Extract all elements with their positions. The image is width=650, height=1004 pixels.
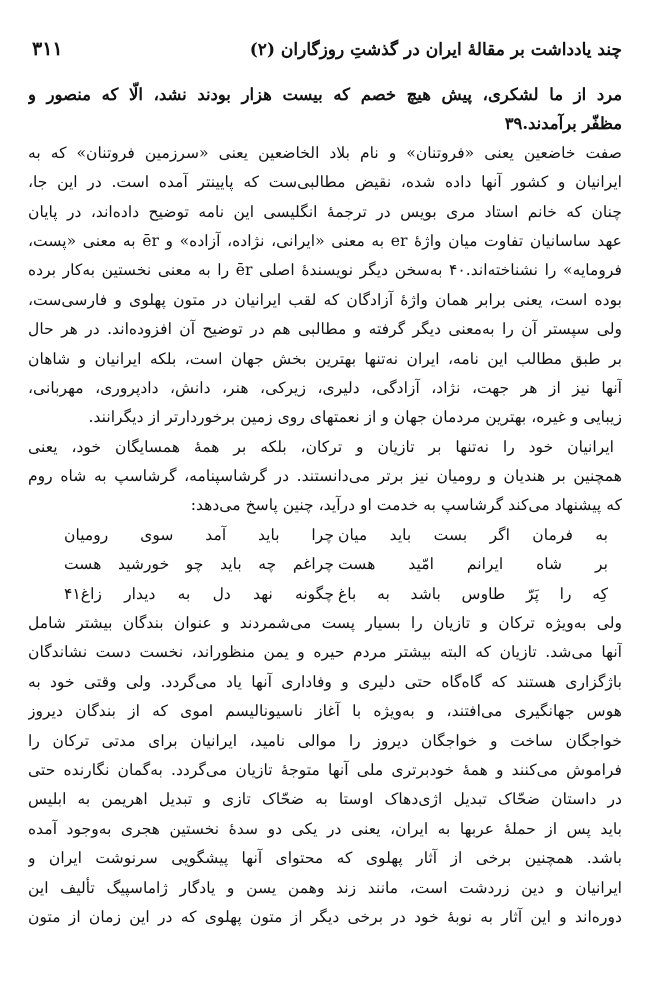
text-line: هوس جهانگیری می‌افتند، و به‌ویژه با آغاز ناسیونالیسم اموی که از بندگان دیروز bbox=[28, 702, 622, 721]
paragraph-3 bbox=[28, 609, 622, 932]
paragraph-1 bbox=[28, 139, 622, 433]
text-line: باژگزاری هستند که گاه‌گاه حتی دلیری و وفاداری آنها یاد می‌گردد. ولی وقتی خود به bbox=[28, 672, 622, 691]
text-line: زیبایی و غیره، بهترین مردمان جهان و از نعمتهای روی زمین برخوردارتر از دیگرانند. bbox=[88, 408, 622, 427]
text-line: ایرانیان و کشور آنها داده شده، نقیض مطالبی‌ست که پایینتر آمده است. در این جا، bbox=[28, 173, 622, 192]
text-line: صفت خاضعین یعنی «فروتنان» و نام بلاد الخاضعین یعنی «سرزمین فروتنان» که به bbox=[28, 143, 622, 162]
poem-verses bbox=[28, 521, 622, 609]
text-line: فراموش می‌کنند و همهٔ خودبرتری ملی آنها متوجهٔ تازیان می‌گردد. به‌گمان نگارنده حتی bbox=[28, 760, 622, 779]
page-header bbox=[32, 34, 622, 64]
text-line: عهد ساسانیان تفاوت میان واژهٔ er به معنی «ایرانی، نژاده، آزاده» و ēr به معنی «پست، bbox=[28, 231, 622, 250]
text-line: مرد از ما لشکری، پیش هیچ خصم که بیست هزار بودند نشد، الّا که منصور و bbox=[28, 85, 622, 104]
text-line: باشد. همچنین برخی از آثار پهلوی که محتوای آنها پیشگویی سرنوشت ایران و bbox=[28, 849, 622, 868]
body-text bbox=[28, 80, 622, 932]
text-line: ولی سپستر آن را به‌معنی دیگر گرفته و مطالبی هم در توضیح آن افزوده‌اند. در هر حال bbox=[28, 320, 622, 339]
text-line: ایرانیان و دین زردشت است، مانند زند وهمن یسن و یادگار ژاماسپیگ تألیف این bbox=[28, 878, 622, 897]
text-line: بوده است، یعنی برابر همان واژهٔ آزادگان که لقب ایرانیان در متون پهلوی و فارسی‌ست، bbox=[28, 290, 622, 309]
text-line: که پیشنهاد می‌کند گرشاسپ به خدمت او درآید، چنین پاسخ می‌دهد: bbox=[190, 496, 622, 515]
text-line: ولی به‌ویژه ترکان و تازیان را بسیار پست می‌شمردند و عنوان بندگان بیشتر شامل bbox=[28, 614, 622, 633]
hemistich-left: چرا باید آمد سوی رومیان bbox=[64, 525, 334, 544]
verse bbox=[28, 521, 622, 550]
text-line: باید پس از حملهٔ عربها به ایران، یعنی در یکی دو سدهٔ نخستین هجری به‌وجود آمده bbox=[28, 819, 622, 838]
text-line: دوره‌اند و این آثار به نوبهٔ خود در برخی دیگر از متون پهلوی که در این زمان از متون bbox=[28, 907, 622, 926]
verse bbox=[28, 580, 622, 609]
text-line: آنها نیز از هر جهت، نژاد، آزادگی، دلیری، زیرکی، هنر، دانش، دادپروری، مهربانی، bbox=[28, 378, 622, 397]
running-title: چند یادداشت بر مقالهٔ ایران در گذشتِ روزگاران (۲) bbox=[249, 40, 622, 60]
hemistich-right: به فرمان اگر بست باید میان bbox=[338, 525, 608, 544]
paragraph-2 bbox=[28, 433, 622, 521]
text-line: ایرانیان خود را نه‌تنها بر تازیان و ترکان، بلکه بر همهٔ همسایگان خود، یعنی bbox=[28, 437, 614, 456]
quoted-passage bbox=[28, 80, 622, 139]
text-line: آنها می‌شد. تازیان که البته بیشتر مردم حیره و یمن منظوراند، نخست دست نشاندگان bbox=[28, 643, 622, 662]
text-line: همچنین بر هندیان و رومیان نیز برتر می‌دانستند. در گرشاسپنامه، گرشاسپ به شاه روم bbox=[28, 467, 622, 486]
verse bbox=[28, 550, 622, 579]
hemistich-left: چراغم چه باید چو خورشید هست bbox=[64, 555, 334, 574]
text-line: خواجگان ساخت و خواجگان دیروز را موالی نامید، ایرانیان برای مدتی ترکان را bbox=[28, 731, 622, 750]
text-line: فرومایه» را نشناخته‌اند.۴۰ به‌سخن دیگر نویسندهٔ اصلی ēr را به معنی نخستین به‌کار برده bbox=[28, 261, 622, 280]
text-line: مظفّر برآمدند.۳۹ bbox=[504, 114, 622, 134]
text-line: بر طبق مطالب این نامه، ایران نه‌تنها بهترین بخش جهان است، بلکه ایرانیان و شاهان bbox=[28, 349, 622, 368]
hemistich-right: بر شاه ایرانم امّید هست bbox=[338, 555, 608, 574]
page-number: ۳۱۱ bbox=[32, 38, 63, 60]
text-line: چنان که خانم استاد مری بویس در ترجمهٔ انگلیسی این نامه توضیح داده‌اند، در پایان bbox=[28, 202, 622, 221]
hemistich-right: کِه را پَرّ طاوس باشد به باغ bbox=[338, 584, 608, 603]
hemistich-left: چگونه نهد دل به دیدار زاغ۴۱ bbox=[64, 584, 334, 603]
text-line: در داستان ضحّاک تبدیل اژی‌دهاک اوستا به ضحّاک تازی و تبدیل اهریمن به ابلیس bbox=[28, 790, 622, 809]
